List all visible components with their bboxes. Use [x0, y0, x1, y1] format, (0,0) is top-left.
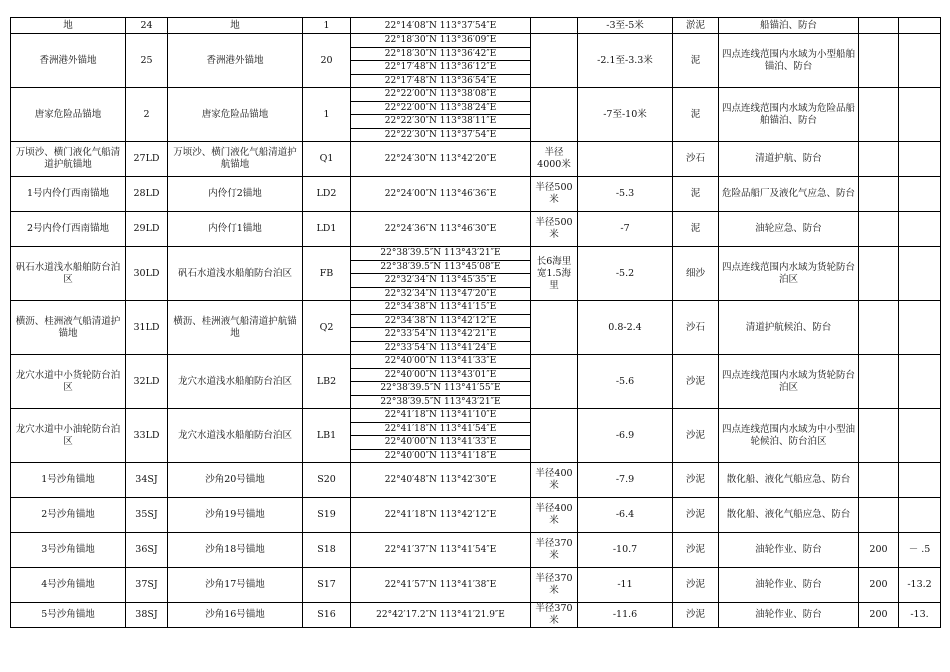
cell-use: 油轮应急、防台	[719, 212, 859, 247]
cell-soil: 细沙	[673, 247, 719, 301]
cell-soil: 沙泥	[673, 463, 719, 498]
cell-coordinate: 22°38′39.5″N 113°43′21″E	[351, 247, 531, 261]
cell-y	[899, 142, 941, 177]
cell-name: 香洲港外锚地	[11, 34, 126, 88]
cell-coordinate: 22°41′18″N 113°41′10″E	[351, 409, 531, 423]
cell-code: 1	[303, 18, 351, 34]
cell-soil: 沙泥	[673, 355, 719, 409]
cell-code: Q2	[303, 301, 351, 355]
cell-no: 33LD	[126, 409, 168, 463]
cell-depth	[578, 142, 673, 177]
cell-coordinate: 22°32′34″N 113°47′20″E	[351, 287, 531, 301]
table-row	[11, 34, 941, 48]
cell-name: 龙穴水道中小货轮防台泊区	[11, 355, 126, 409]
cell-use: 四点连线范围内水域为中小型油轮候泊、防台泊区	[719, 409, 859, 463]
cell-loc: 沙角18号锚地	[168, 533, 303, 568]
cell-code: LB2	[303, 355, 351, 409]
cell-y: -13.	[899, 603, 941, 628]
cell-code: Q1	[303, 142, 351, 177]
cell-depth: -2.1至-3.3米	[578, 34, 673, 88]
cell-name: 2号沙角锚地	[11, 498, 126, 533]
cell-code: S17	[303, 568, 351, 603]
cell-depth: -7至-10米	[578, 88, 673, 142]
table-row	[11, 498, 941, 533]
cell-no: 2	[126, 88, 168, 142]
cell-radius	[531, 301, 578, 355]
cell-coordinate: 22°34′38″N 113°41′15″E	[351, 301, 531, 315]
cell-loc: 内伶仃1锚地	[168, 212, 303, 247]
cell-depth: -5.2	[578, 247, 673, 301]
cell-code: 20	[303, 34, 351, 88]
cell-y	[899, 301, 941, 355]
cell-no: 37SJ	[126, 568, 168, 603]
cell-loc: 龙穴水道浅水船舶防台泊区	[168, 409, 303, 463]
cell-coordinate: 22°22′30″N 113°37′54″E	[351, 128, 531, 142]
cell-y	[899, 463, 941, 498]
cell-loc: 龙穴水道浅水船舶防台泊区	[168, 355, 303, 409]
table-row	[11, 355, 941, 369]
cell-code: S18	[303, 533, 351, 568]
cell-use: 油轮作业、防台	[719, 603, 859, 628]
cell-name: 唐家危险品锚地	[11, 88, 126, 142]
cell-x	[859, 34, 899, 88]
cell-y	[899, 409, 941, 463]
cell-use: 四点连线范围内水域为小型船舶锚泊、防台	[719, 34, 859, 88]
cell-use: 四点连线范围内水域为危险品船舶锚泊、防台	[719, 88, 859, 142]
cell-soil: 泥	[673, 177, 719, 212]
cell-code: LD1	[303, 212, 351, 247]
cell-coordinate: 22°40′00″N 113°41′33″E	[351, 355, 531, 369]
cell-no: 36SJ	[126, 533, 168, 568]
cell-name: 1号沙角锚地	[11, 463, 126, 498]
cell-y	[899, 177, 941, 212]
cell-x	[859, 88, 899, 142]
cell-coordinate: 22°24′36″N 113°46′30″E	[351, 212, 531, 247]
cell-depth: 0.8-2.4	[578, 301, 673, 355]
cell-y: － .5	[899, 533, 941, 568]
cell-no: 31LD	[126, 301, 168, 355]
cell-x	[859, 463, 899, 498]
cell-coordinate: 22°17′48″N 113°36′12″E	[351, 61, 531, 75]
table-row	[11, 568, 941, 603]
cell-name: 2号内伶仃西南锚地	[11, 212, 126, 247]
cell-use: 清道护航、防台	[719, 142, 859, 177]
cell-coordinate: 22°40′00″N 113°43′01″E	[351, 368, 531, 382]
cell-no: 29LD	[126, 212, 168, 247]
cell-coordinate: 22°41′57″N 113°41′38″E	[351, 568, 531, 603]
cell-y	[899, 355, 941, 409]
cell-use: 危险品船厂及液化气应急、防台	[719, 177, 859, 212]
cell-x	[859, 355, 899, 409]
cell-radius: 半径500米	[531, 212, 578, 247]
cell-code: S19	[303, 498, 351, 533]
cell-coordinate: 22°41′18″N 113°41′54″E	[351, 422, 531, 436]
cell-depth: -10.7	[578, 533, 673, 568]
cell-coordinate: 22°38′39.5″N 113°45′08″E	[351, 260, 531, 274]
cell-depth: -6.4	[578, 498, 673, 533]
cell-radius: 半径370米	[531, 568, 578, 603]
cell-name: 横沥、桂洲液气船清道护锚地	[11, 301, 126, 355]
cell-coordinate: 22°40′00″N 113°41′18″E	[351, 449, 531, 463]
cell-depth: -11.6	[578, 603, 673, 628]
cell-soil: 泥	[673, 212, 719, 247]
cell-name: 5号沙角锚地	[11, 603, 126, 628]
cell-depth: -5.3	[578, 177, 673, 212]
cell-depth: -3至-5米	[578, 18, 673, 34]
cell-coordinate: 22°22′00″N 113°38′08″E	[351, 88, 531, 102]
cell-loc: 香洲港外锚地	[168, 34, 303, 88]
cell-name: 地	[11, 18, 126, 34]
cell-coordinate: 22°40′48″N 113°42′30″E	[351, 463, 531, 498]
cell-coordinate: 22°42′17.2″N 113°41′21.9″E	[351, 603, 531, 628]
cell-y	[899, 498, 941, 533]
cell-code: 1	[303, 88, 351, 142]
cell-soil: 沙石	[673, 142, 719, 177]
cell-soil: 沙泥	[673, 498, 719, 533]
cell-coordinate: 22°41′37″N 113°41′54″E	[351, 533, 531, 568]
cell-soil: 泥	[673, 88, 719, 142]
cell-depth: -6.9	[578, 409, 673, 463]
cell-radius: 半径370米	[531, 603, 578, 628]
cell-x: 200	[859, 568, 899, 603]
cell-x	[859, 18, 899, 34]
cell-name: 万顷沙、横门液化气船清道护航锚地	[11, 142, 126, 177]
cell-radius: 半径370米	[531, 533, 578, 568]
cell-no: 38SJ	[126, 603, 168, 628]
cell-coordinate: 22°41′18″N 113°42′12″E	[351, 498, 531, 533]
cell-coordinate: 22°38′39.5″N 113°43′21″E	[351, 395, 531, 409]
cell-use: 四点连线范围内水域为货轮防台泊区	[719, 247, 859, 301]
cell-radius: 半径500米	[531, 177, 578, 212]
table-row	[11, 409, 941, 423]
cell-loc: 矾石水道浅水船舶防台泊区	[168, 247, 303, 301]
cell-radius: 半径4000米	[531, 142, 578, 177]
table-row	[11, 533, 941, 568]
cell-soil: 沙泥	[673, 603, 719, 628]
cell-code: FB	[303, 247, 351, 301]
cell-depth: -11	[578, 568, 673, 603]
anchorage-table	[10, 17, 941, 628]
cell-no: 27LD	[126, 142, 168, 177]
cell-x	[859, 301, 899, 355]
cell-radius: 长6海里宽1.5海里	[531, 247, 578, 301]
cell-name: 3号沙角锚地	[11, 533, 126, 568]
cell-loc: 横沥、桂洲液气船清道护航锚地	[168, 301, 303, 355]
table-row	[11, 603, 941, 628]
cell-coordinate: 22°34′38″N 113°42′12″E	[351, 314, 531, 328]
table-row	[11, 142, 941, 177]
cell-coordinate: 22°22′30″N 113°38′11″E	[351, 115, 531, 129]
cell-coordinate: 22°40′00″N 113°41′33″E	[351, 436, 531, 450]
cell-soil: 沙泥	[673, 533, 719, 568]
cell-name: 龙穴水道中小油轮防台泊区	[11, 409, 126, 463]
cell-no: 32LD	[126, 355, 168, 409]
cell-loc: 沙角16号锚地	[168, 603, 303, 628]
cell-use: 散化船、液化气船应急、防台	[719, 463, 859, 498]
cell-use: 油轮作业、防台	[719, 568, 859, 603]
cell-radius	[531, 34, 578, 88]
cell-x	[859, 212, 899, 247]
cell-name: 4号沙角锚地	[11, 568, 126, 603]
cell-x	[859, 409, 899, 463]
cell-coordinate: 22°18′30″N 113°36′42″E	[351, 47, 531, 61]
cell-depth: -5.6	[578, 355, 673, 409]
cell-y	[899, 18, 941, 34]
cell-use: 散化船、液化气船应急、防台	[719, 498, 859, 533]
cell-loc: 沙角20号锚地	[168, 463, 303, 498]
cell-coordinate: 22°24′00″N 113°46′36″E	[351, 177, 531, 212]
cell-use: 油轮作业、防台	[719, 533, 859, 568]
cell-code: LB1	[303, 409, 351, 463]
cell-x: 200	[859, 603, 899, 628]
cell-coordinate: 22°18′30″N 113°36′09″E	[351, 34, 531, 48]
cell-use: 清道护航候泊、防台	[719, 301, 859, 355]
cell-x	[859, 498, 899, 533]
cell-radius: 半径400米	[531, 498, 578, 533]
cell-coordinate: 22°24′30″N 113°42′20″E	[351, 142, 531, 177]
table-row	[11, 301, 941, 315]
cell-coordinate: 22°33′54″N 113°42′21″E	[351, 328, 531, 342]
cell-coordinate: 22°33′54″N 113°41′24″E	[351, 341, 531, 355]
cell-coordinate: 22°14′08″N 113°37′54″E	[351, 18, 531, 34]
cell-radius	[531, 18, 578, 34]
table-row	[11, 463, 941, 498]
cell-no: 25	[126, 34, 168, 88]
cell-x	[859, 247, 899, 301]
cell-loc: 地	[168, 18, 303, 34]
cell-y	[899, 88, 941, 142]
cell-loc: 万顷沙、横门液化气船清道护航锚地	[168, 142, 303, 177]
cell-soil: 沙石	[673, 301, 719, 355]
cell-no: 28LD	[126, 177, 168, 212]
cell-name: 1号内伶仃西南锚地	[11, 177, 126, 212]
table-row	[11, 18, 941, 34]
cell-use: 船锚泊、防台	[719, 18, 859, 34]
cell-loc: 内伶仃2锚地	[168, 177, 303, 212]
cell-no: 34SJ	[126, 463, 168, 498]
cell-y	[899, 212, 941, 247]
table-row	[11, 177, 941, 212]
cell-code: LD2	[303, 177, 351, 212]
table-row	[11, 247, 941, 261]
cell-x	[859, 177, 899, 212]
cell-y: -13.2	[899, 568, 941, 603]
cell-soil: 沙泥	[673, 568, 719, 603]
cell-soil: 淤泥	[673, 18, 719, 34]
cell-no: 24	[126, 18, 168, 34]
cell-radius	[531, 88, 578, 142]
cell-loc: 沙角17号锚地	[168, 568, 303, 603]
cell-coordinate: 22°32′34″N 113°45′35″E	[351, 274, 531, 288]
cell-coordinate: 22°38′39.5″N 113°41′55″E	[351, 382, 531, 396]
cell-radius: 半径400米	[531, 463, 578, 498]
cell-depth: -7.9	[578, 463, 673, 498]
cell-loc: 唐家危险品锚地	[168, 88, 303, 142]
cell-soil: 沙泥	[673, 409, 719, 463]
cell-soil: 泥	[673, 34, 719, 88]
table-row	[11, 88, 941, 102]
cell-radius	[531, 355, 578, 409]
cell-coordinate: 22°22′00″N 113°38′24″E	[351, 101, 531, 115]
cell-no: 30LD	[126, 247, 168, 301]
cell-x: 200	[859, 533, 899, 568]
table-row	[11, 212, 941, 247]
cell-radius	[531, 409, 578, 463]
cell-code: S20	[303, 463, 351, 498]
cell-code: S16	[303, 603, 351, 628]
cell-depth: -7	[578, 212, 673, 247]
cell-x	[859, 142, 899, 177]
cell-y	[899, 247, 941, 301]
cell-name: 矾石水道浅水船舶防台泊区	[11, 247, 126, 301]
cell-use: 四点连线范围内水域为货轮防台泊区	[719, 355, 859, 409]
cell-coordinate: 22°17′48″N 113°36′54″E	[351, 74, 531, 88]
cell-y	[899, 34, 941, 88]
cell-no: 35SJ	[126, 498, 168, 533]
cell-loc: 沙角19号锚地	[168, 498, 303, 533]
